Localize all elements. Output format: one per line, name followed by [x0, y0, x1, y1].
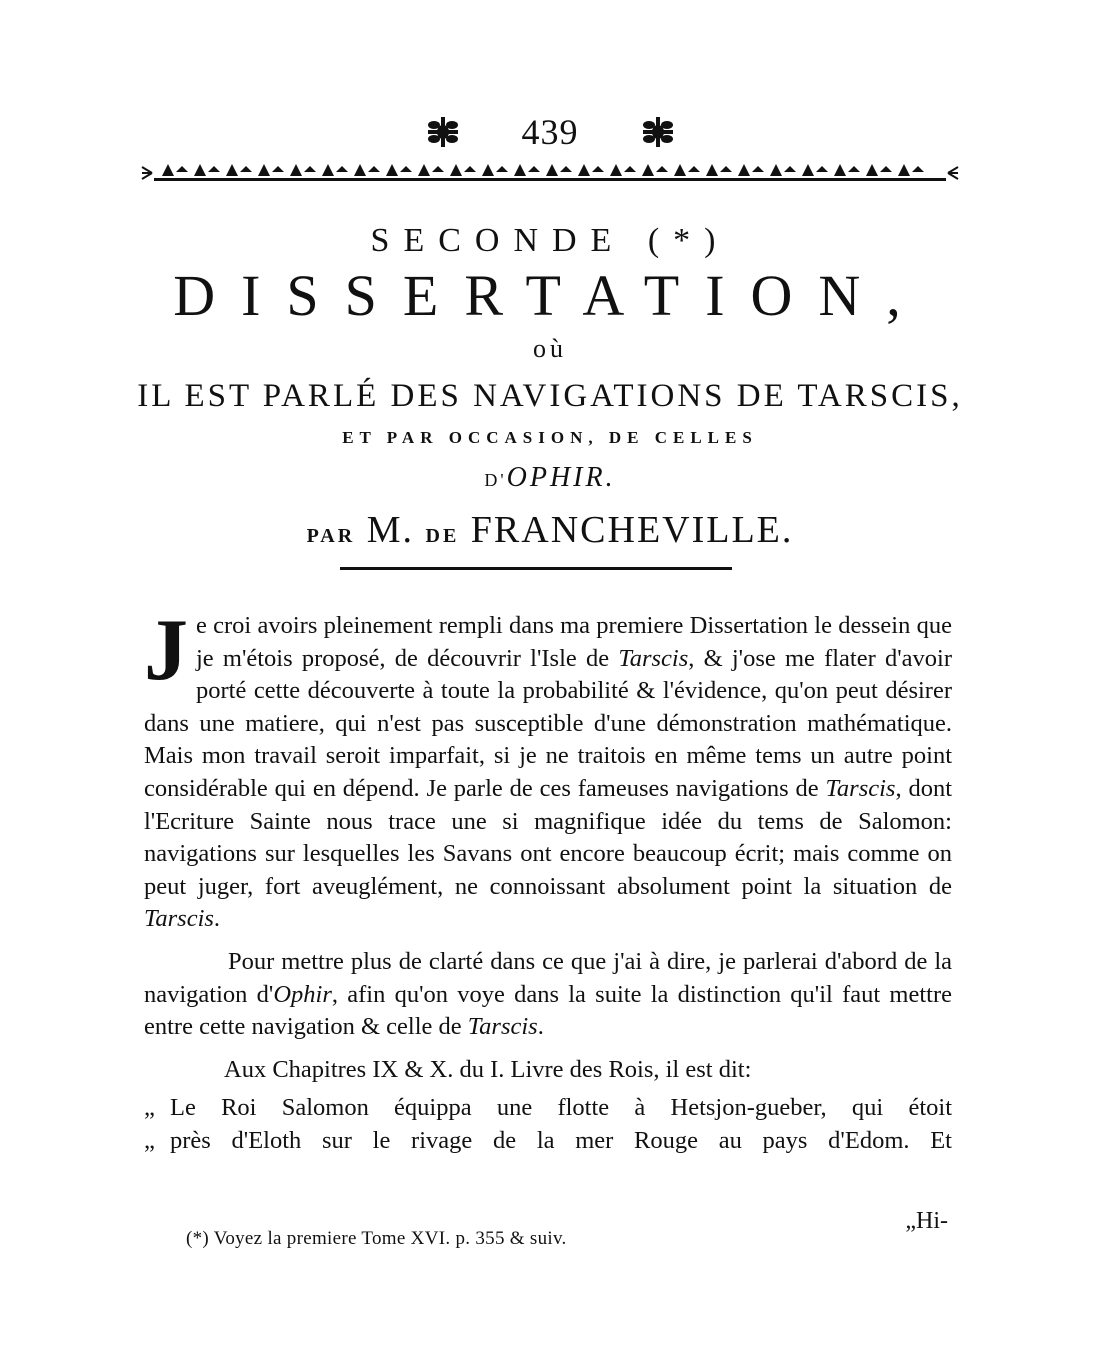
catchword: „Hi- — [905, 1208, 948, 1234]
p2-text-b: , afin qu'on voye dans la suite la distinction qu'il faut mettre entre cette navigation & celle de — [144, 980, 952, 1041]
ornamental-band-icon — [140, 158, 960, 188]
footnote: (*) Voyez la premiere Tome XVI. p. 355 & suiv. — [186, 1228, 567, 1249]
title-seconde: SECONDE (*) — [370, 222, 730, 259]
ophir-prefix: D' — [484, 470, 507, 490]
title-subject-line: IL EST PARLÉ DES NAVIGATIONS DE TARSCIS, — [137, 378, 963, 414]
author-name: FRANCHEVILLE. — [470, 509, 794, 551]
paragraph-1 — [144, 602, 953, 936]
quotation — [144, 1092, 952, 1157]
title-dissertation: DISSERTATION, — [173, 263, 927, 328]
title-ou: où — [533, 334, 567, 363]
p1-text-b: , & j'ose me flater d'avoir porté cette découverte à toute la probabilité & l'évidence, qu'on peut désirer dans une matiere, qui n'est pas susceptible d'une démonstration mathématique. Mais mon travail seroit imparfait, si je ne traitois en même tems un autre point considérable qui en dépend. Je parle de ces fameuses navigations de — [144, 644, 952, 802]
title-ophir-line — [0, 462, 1100, 494]
fleuron-icon — [639, 115, 677, 149]
tarscis-word: Tarscis — [144, 905, 214, 933]
title-occasion-line: ET PAR OCCASION, DE CELLES — [342, 428, 758, 447]
p2-text-c: . — [537, 1013, 544, 1041]
author-de: DE — [425, 525, 460, 547]
page-number: 439 — [521, 112, 579, 152]
quote-line-1 — [144, 1092, 952, 1125]
p1-text-a: e croi avoirs pleinement rempli dans ma premiere Dissertation le dessein que je m'étois proposé, de découvrir l'Isle de — [196, 612, 952, 672]
body-text — [144, 602, 953, 1158]
title-rule — [340, 567, 732, 570]
quote-line-2-text: près d'Eloth sur le rivage de la mer Rouge au pays d'Edom. Et — [170, 1126, 952, 1154]
author-line — [0, 508, 1100, 552]
tarscis-word: Tarscis — [825, 774, 896, 802]
p1-text-d: . — [213, 905, 221, 933]
tarscis-word: Tarscis — [618, 644, 689, 672]
tarscis-word: Tarscis — [467, 1013, 538, 1041]
quote-mark: „ — [144, 1094, 155, 1122]
p2-text-a: Pour mettre plus de clarté dans ce que j'ai à dire, je parlerai d'abord de la navigation d' — [144, 947, 952, 1008]
page-header — [0, 108, 1100, 156]
quote-line-1-text: Le Roi Salomon équippa une flotte à Hetsjon-gueber, qui étoit — [170, 1094, 952, 1122]
dropcap: J — [144, 602, 188, 699]
quote-mark: „ — [144, 1126, 155, 1154]
fleuron-icon — [424, 115, 462, 149]
paragraph-2 — [144, 946, 952, 1044]
paragraph-3: Aux Chapitres IX & X. du I. Livre des Rois, il est dit: — [224, 1055, 752, 1083]
author-par: PAR — [306, 525, 356, 547]
p1-text-c: , dont l'Ecriture Sainte nous trace une si magnifique idée du tems de Salomon: navigations sur lesquelles les Savans ont encore beaucoup écrit; mais comme on peut juger, fort aveuglément, ne connoissant absolument point la situation de — [144, 774, 953, 900]
ophir-word: Ophir — [273, 980, 332, 1008]
author-m: M. — [366, 509, 414, 551]
quote-line-2 — [144, 1125, 952, 1158]
ophir-word: OPHIR. — [506, 462, 616, 493]
